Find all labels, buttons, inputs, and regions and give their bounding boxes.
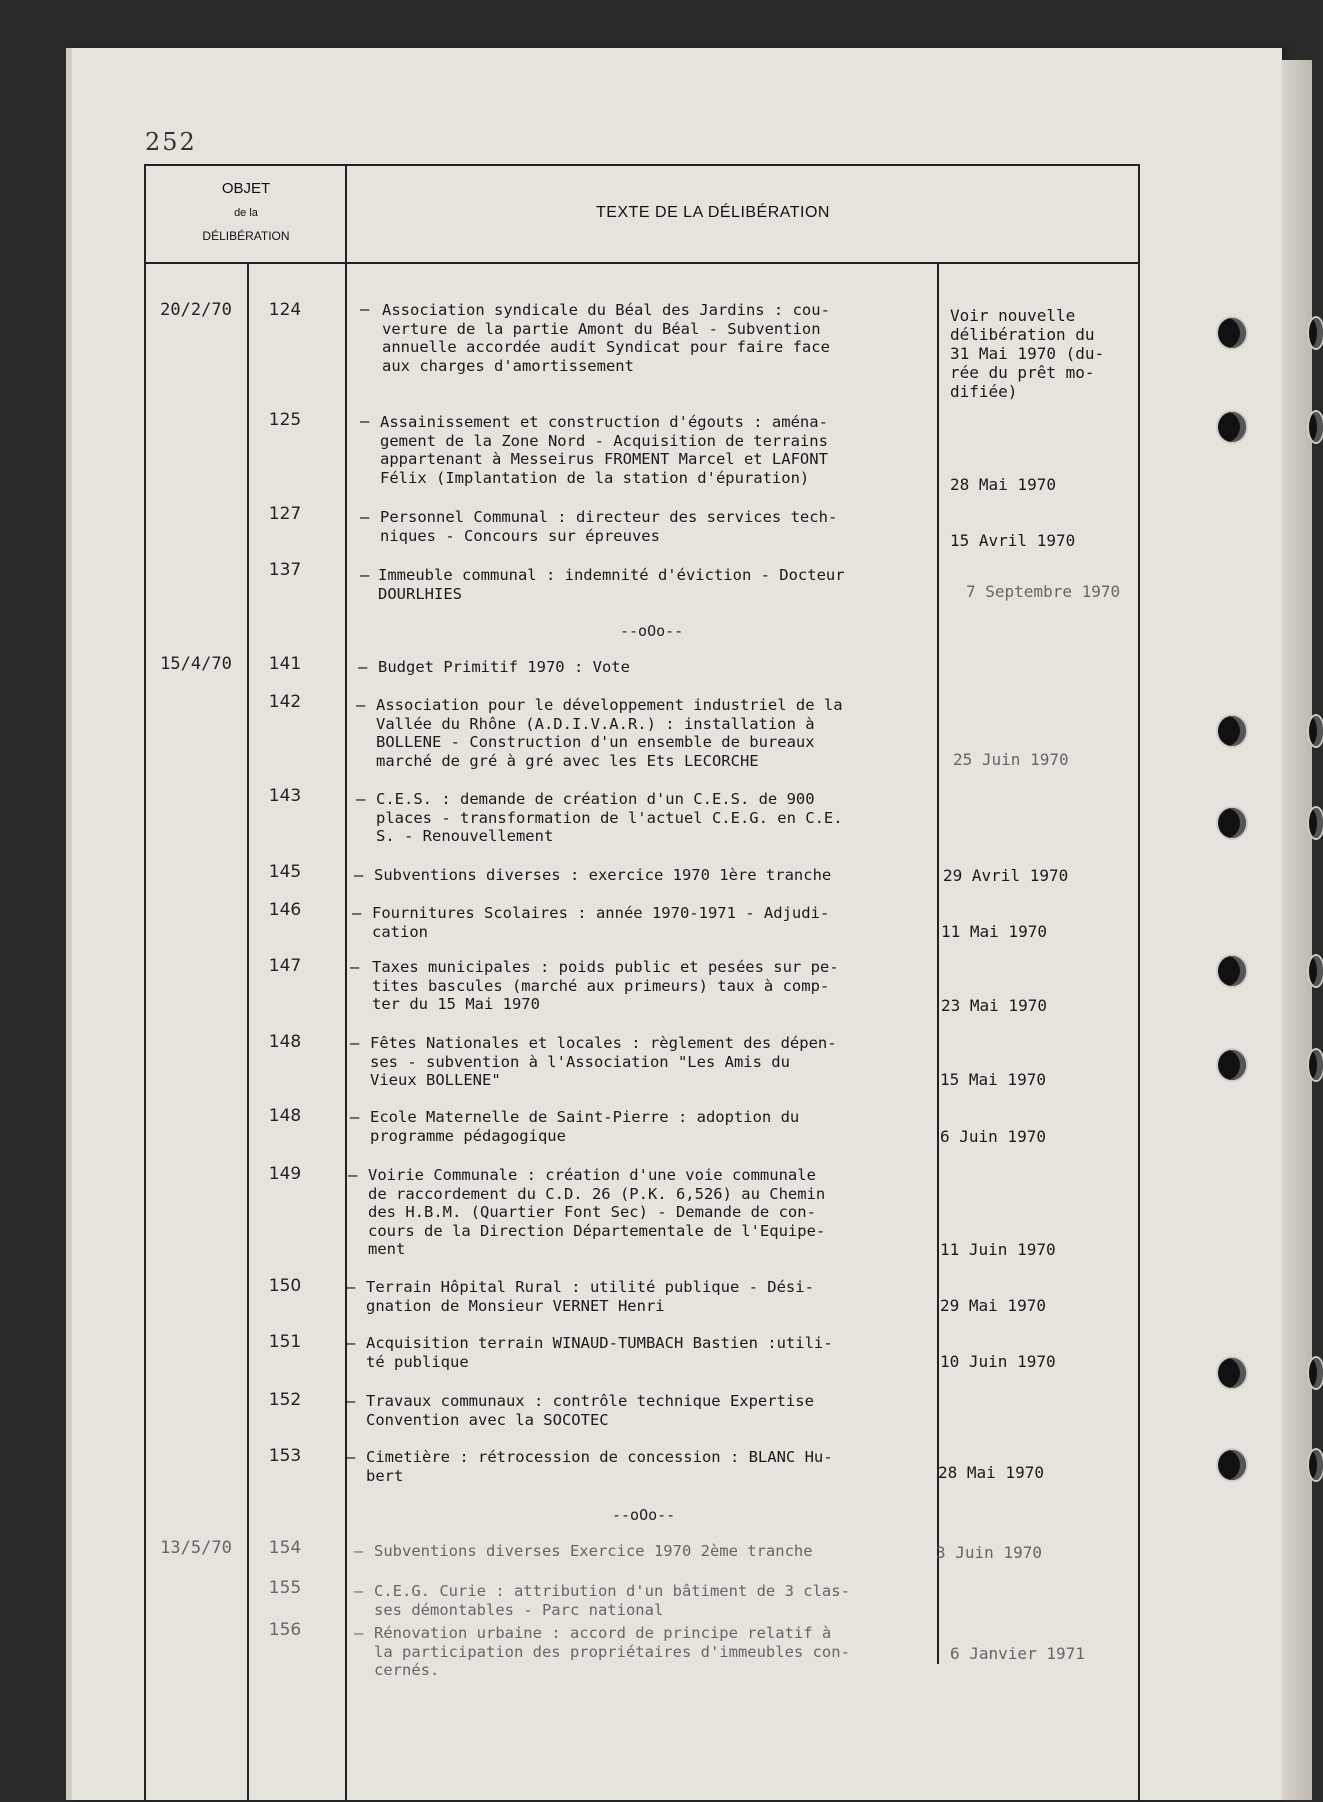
entry-number: 124 (268, 300, 302, 320)
entry-text: Budget Primitif 1970 : Vote (378, 658, 630, 676)
column-divider (345, 164, 347, 1800)
column-divider (247, 264, 249, 1800)
entry-number: 149 (268, 1164, 302, 1184)
entry-dash: – (354, 1624, 364, 1642)
entry-side-note: 11 Mai 1970 (941, 922, 1047, 941)
entry-text: Immeuble communal : indemnité d'éviction - Docteur DOURLHIES (378, 566, 845, 603)
header-divider (144, 262, 1138, 264)
entry-text: Association pour le développement industriel de la Vallée du Rhône (A.D.I.V.A.R.) : installation à BOLLENE - Construction d'un ensemble de bureaux marché de gré à gré avec les Ets LECORCHE (376, 696, 843, 770)
entry-side-note: 23 Mai 1970 (941, 996, 1047, 1015)
entry-number: 156 (268, 1620, 302, 1640)
entry-text: Fêtes Nationales et locales : règlement des dépen- ses - subvention à l'Association "Les Amis du Vieux BOLLENE" (370, 1034, 837, 1090)
entry-dash: – (360, 412, 370, 430)
entry-number: 153 (268, 1446, 302, 1466)
entry-text: C.E.S. : demande de création d'un C.E.S. de 900 places - transformation de l'actuel C.E.G. en C.E. S. - Renouvellement (376, 790, 843, 846)
entry-side-note: 7 Septembre 1970 (966, 582, 1121, 601)
entry-side-note: 28 Mai 1970 (950, 475, 1056, 494)
header-objet-title: OBJET (221, 180, 271, 197)
binder-hole (1309, 318, 1323, 348)
entry-dash: – (356, 790, 366, 808)
entry-dash: – (354, 1542, 364, 1560)
entry-text: Subventions diverses : exercice 1970 1ère tranche (374, 866, 832, 884)
entry-number: 154 (268, 1538, 302, 1558)
section-separator: --oOo-- (620, 622, 684, 640)
entry-number: 146 (268, 900, 302, 920)
page-number: 252 (145, 128, 197, 156)
entry-date: 15/4/70 (160, 654, 232, 674)
entry-number: 143 (268, 786, 302, 806)
entry-text: Personnel Communal : directeur des services tech- niques - Concours sur épreuves (380, 508, 838, 545)
binder-hole (1218, 808, 1246, 838)
entry-date: 13/5/70 (160, 1538, 232, 1558)
next-page-edge (1282, 60, 1312, 1800)
entry-text: Travaux communaux : contrôle technique Expertise Convention avec la SOCOTEC (366, 1392, 814, 1429)
entry-side-note: 29 Mai 1970 (940, 1296, 1046, 1315)
entry-number: 145 (268, 862, 302, 882)
header-objet (146, 166, 346, 262)
entry-number: 152 (268, 1390, 302, 1410)
entry-date: 20/2/70 (160, 300, 232, 320)
entry-dash: – (346, 1392, 356, 1410)
binder-hole (1309, 716, 1323, 746)
binder-hole (1218, 1358, 1246, 1388)
entry-number: 147 (268, 956, 302, 976)
entry-side-note: 15 Mai 1970 (940, 1070, 1046, 1089)
entry-dash: – (346, 1334, 356, 1352)
entry-dash: – (350, 958, 360, 976)
entry-text: Association syndicale du Béal des Jardins : cou- verture de la partie Amont du Béal - Subvention annuelle accordée audit Syndicat pour faire face aux charges d'amortissement (382, 301, 830, 375)
entry-dash: – (350, 1034, 360, 1052)
entry-dash: – (358, 658, 368, 676)
binder-hole (1309, 412, 1323, 442)
entry-number: 150 (268, 1276, 302, 1296)
entry-number: 127 (268, 504, 302, 524)
entry-side-note: 6 Janvier 1971 (950, 1644, 1085, 1663)
entry-number: 125 (268, 410, 302, 430)
entry-dash: – (360, 300, 370, 318)
entry-side-note: 3 Juin 1970 (936, 1543, 1042, 1562)
entry-text: Voirie Communale : création d'une voie communale de raccordement du C.D. 26 (P.K. 6,526) au Chemin des H.B.M. (Quartier Font Sec) - Demande de con- cours de la Direction Départementale de l'Equipe- ment (368, 1166, 826, 1259)
binder-hole (1309, 1050, 1323, 1080)
entry-side-note: 29 Avril 1970 (943, 866, 1069, 885)
entry-dash: – (348, 1166, 358, 1184)
entry-side-note: 25 Juin 1970 (953, 750, 1069, 769)
entry-text: Terrain Hôpital Rural : utilité publique - Dési- gnation de Monsieur VERNET Henri (366, 1278, 814, 1315)
entry-number: 137 (268, 560, 302, 580)
entry-number: 142 (268, 692, 302, 712)
header-objet-sub: de la (234, 207, 258, 219)
binder-hole (1309, 1358, 1323, 1388)
entry-dash: – (354, 1582, 364, 1600)
entry-dash: – (350, 1108, 360, 1126)
entry-side-note: 15 Avril 1970 (950, 531, 1076, 550)
entry-text: Taxes municipales : poids public et pesées sur pe- tites bascules (marché aux primeurs) taux à comp- ter du 15 Mai 1970 (372, 958, 839, 1014)
entry-text: Subventions diverses Exercice 1970 2ème tranche (374, 1542, 813, 1560)
entry-number: 155 (268, 1578, 302, 1598)
entry-dash: – (346, 1278, 356, 1296)
entry-text: Cimetière : rétrocession de concession : BLANC Hu- bert (366, 1448, 833, 1485)
binder-hole (1218, 956, 1246, 986)
entry-side-note: 11 Juin 1970 (940, 1240, 1056, 1259)
entry-text: Assainissement et construction d'égouts : aména- gement de la Zone Nord - Acquisition de terrains appartenant à Messeirus FROMENT Marcel et LAFONT Félix (Implantation de la station d'épuration) (380, 413, 828, 487)
entry-side-note: 6 Juin 1970 (940, 1127, 1046, 1146)
entry-dash: – (346, 1448, 356, 1466)
binder-hole (1218, 716, 1246, 746)
binder-hole (1218, 1050, 1246, 1080)
binder-hole (1309, 956, 1323, 986)
entry-number: 148 (268, 1106, 302, 1126)
entry-text: Fournitures Scolaires : année 1970-1971 - Adjudi- cation (372, 904, 830, 941)
entry-side-note: Voir nouvelle délibération du 31 Mai 1970 (du- rée du prêt mo- difiée) (950, 306, 1105, 401)
entry-number: 148 (268, 1032, 302, 1052)
binder-hole (1309, 1450, 1323, 1480)
binder-hole (1218, 318, 1246, 348)
entry-text: C.E.G. Curie : attribution d'un bâtiment de 3 clas- ses démontables - Parc national (374, 1582, 850, 1619)
entry-number: 141 (268, 654, 302, 674)
header-objet-deliberation: DÉLIBÉRATION (202, 229, 290, 243)
section-separator: --oOo-- (612, 1506, 676, 1524)
binder-hole (1309, 808, 1323, 838)
entry-dash: – (360, 508, 370, 526)
entry-dash: – (360, 566, 370, 584)
entry-number: 151 (268, 1332, 302, 1352)
entry-dash: – (354, 866, 364, 884)
entry-side-note: 10 Juin 1970 (940, 1352, 1056, 1371)
entry-text: Ecole Maternelle de Saint-Pierre : adoption du programme pédagogique (370, 1108, 800, 1145)
entry-dash: – (352, 904, 362, 922)
entry-side-note: 28 Mai 1970 (938, 1463, 1044, 1482)
binder-hole (1218, 412, 1246, 442)
entry-text: Acquisition terrain WINAUD-TUMBACH Bastien :utili- té publique (366, 1334, 833, 1371)
entry-dash: – (356, 696, 366, 714)
binder-hole (1218, 1450, 1246, 1480)
header-texte: TEXTE DE LA DÉLIBÉRATION (596, 204, 830, 221)
entry-text: Rénovation urbaine : accord de principe relatif à la participation des propriétaires d'immeubles con- cernés. (374, 1624, 850, 1680)
